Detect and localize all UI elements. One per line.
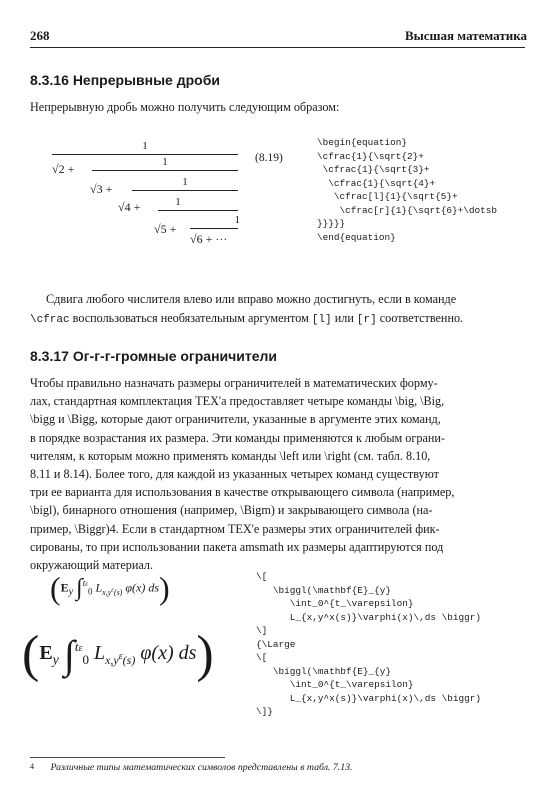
code-line: \biggl(\mathbf{E}_{y} (256, 665, 392, 677)
page-number: 268 (30, 28, 50, 43)
footnote (30, 762, 352, 773)
code-line: L_{x,y^x(s)}\varphi(x)\,ds \biggr) (256, 692, 482, 704)
section-heading-continued-fractions: 8.3.16 Непрерывные дроби (30, 72, 220, 88)
section-intro: Непрерывную дробь можно получить следующим образом: (30, 100, 340, 114)
integral-sign: ∫ (76, 575, 83, 601)
equation-number: (8.19) (255, 152, 283, 164)
math-sub: y (68, 586, 74, 598)
cfrac-paragraph (30, 290, 525, 330)
code-line: \end{equation} (317, 231, 396, 243)
fraction-term-sqrt6: √6 + ··· (190, 232, 228, 246)
paragraph-line: Чтобы правильно назначать размеры ограничителей в математических форму- (30, 376, 438, 390)
code-line: {\Large (256, 638, 296, 650)
paragraph-line: три ее варианта для использования в качестве открывающего символа (например, (30, 485, 455, 500)
fraction-bar (158, 210, 238, 211)
paragraph-line: лах, стандартная комплектация TEX'а предоставляет четыре команды \big, \Big, (30, 394, 445, 409)
left-paren: ( (22, 626, 40, 683)
formula-normal-size (50, 570, 170, 607)
header-rule (30, 47, 525, 48)
math-E: E (60, 580, 69, 595)
fraction-term-sqrt4: √4 + (118, 200, 141, 214)
paragraph-line: окружающий материал. (30, 558, 154, 573)
fraction-numerator: 1 (162, 156, 168, 168)
math-L-sub: x,yε(s) (105, 651, 136, 668)
section-heading-big-delimiters: 8.3.17 Ог-г-г-громные ограничители (30, 348, 278, 364)
fraction-term-sqrt5: √5 + (154, 222, 177, 236)
code-line: \cfrac{1}{\sqrt{2}+ (317, 150, 424, 162)
inline-command: [l] (311, 314, 332, 326)
code-line: \cfrac{1}{\sqrt{4}+ (317, 177, 436, 189)
code-line: \[ (256, 571, 268, 582)
left-paren: ( (50, 570, 61, 606)
code-line: \]} (256, 706, 273, 717)
fraction-bar (52, 154, 238, 155)
fraction-numerator: 1 (142, 140, 148, 152)
code-line: \begin{equation} (317, 137, 408, 148)
math-sub: y (52, 653, 59, 669)
code-line: \cfrac[r]{1}{\sqrt{6}+\dotsb (317, 204, 498, 216)
fraction-term-sqrt2: √2 + (52, 162, 75, 176)
math-L-sub: x,yε(s) (102, 585, 123, 597)
code-line: \int_0^{t_\varepsilon} (256, 598, 414, 609)
code-line: \int_0^{t_\varepsilon} (256, 679, 414, 690)
paragraph-line: 8.11 и 8.14). Более того, для каждой из указанных четырех команд существуют (30, 467, 439, 482)
fraction-numerator: 1 (175, 196, 181, 208)
fraction-bar (92, 170, 238, 171)
right-paren: ) (196, 626, 214, 683)
code-line: \cfrac{1}{\sqrt{3}+ (317, 164, 430, 175)
paragraph-line: чителям, к которым можно применять команды \left или \right (см. табл. 8.10, (30, 448, 431, 463)
code-line: \biggl(\mathbf{E}_{y} (256, 584, 392, 596)
delimiters-paragraph (30, 374, 525, 574)
paragraph-line: \bigl), бинарного отношения (например, \Bigm) и закрывающего символа (на- (30, 503, 433, 518)
math-phi-ds: φ(x) ds (125, 580, 159, 595)
footnote-mark: 4 (30, 762, 34, 771)
fraction-numerator: 1 (234, 214, 240, 226)
paragraph-line: пример, \Biggr)4. Если в стандартном TEX'е размеры этих ограничителей фик- (30, 521, 440, 536)
fraction-numerator: 1 (182, 176, 188, 188)
integral-sign: ∫ (63, 632, 75, 677)
paragraph-line: сированы, то при использовании пакета amsmath их размеры адаптируются под (30, 539, 444, 554)
paragraph-line: Сдвига любого числителя влево или вправо можно достигнуть, если в команде (46, 292, 457, 306)
code-block-bigg (256, 570, 481, 719)
paragraph-line: \bigg и \Bigg, которые дают ограничители, указанные в аргументе этих команд, (30, 412, 441, 427)
running-title: Высшая математика (404, 28, 527, 43)
code-line: }}}}} (317, 218, 346, 229)
formula-large-size (22, 625, 214, 684)
right-paren: ) (159, 570, 170, 606)
code-block-cfrac (317, 136, 497, 244)
math-L: L (95, 580, 103, 595)
integral-upper: tε (74, 639, 83, 655)
fraction-bar (132, 190, 238, 191)
code-line: \cfrac[l]{1}{\sqrt{5}+ (317, 191, 458, 202)
paragraph-line (30, 309, 525, 330)
code-line: \] (256, 625, 268, 636)
fraction-bar (190, 228, 238, 229)
integral-lower: 0 (87, 586, 93, 597)
fraction-term-sqrt3: √3 + (90, 182, 113, 196)
integral-lower: 0 (82, 652, 89, 668)
text-run: воспользоваться необязательным аргументом (69, 311, 312, 325)
math-L: L (93, 642, 106, 665)
code-line: L_{x,y^x(s)}\varphi(x)\,ds \biggr) (256, 611, 482, 623)
text-run: или (331, 311, 357, 325)
paragraph-line: в порядке возрастания их размера. Эти команды применяются к любым ограни- (30, 430, 445, 445)
math-E: E (39, 642, 53, 665)
text-run: соответственно. (376, 311, 464, 325)
footnote-text: Различные типы математических символов представлены в табл. 7.13. (50, 762, 353, 773)
inline-command: [r] (356, 314, 377, 326)
integral-upper: tε (82, 578, 88, 589)
inline-command: \cfrac (30, 314, 70, 326)
footnote-rule (30, 757, 225, 758)
code-line: \[ (256, 652, 268, 663)
math-phi-ds: φ(x) ds (140, 642, 197, 665)
continued-fraction-formula (50, 138, 240, 258)
